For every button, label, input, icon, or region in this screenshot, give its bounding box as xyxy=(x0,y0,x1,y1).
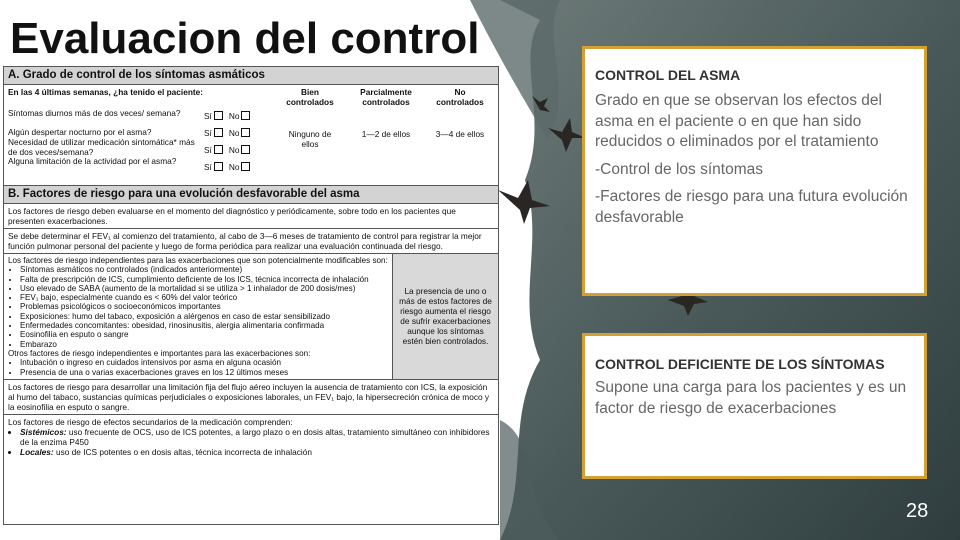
modifiable-intro: Los factores de riesgo independientes para las exacerbaciones que son potencialmente modificables son: xyxy=(8,256,388,265)
list-item: • Sistémicos: uso frecuente de OCS, uso de ICS potentes, a largo plazo o en dosis altas, tratamiento simultáneo con inhibidores de la enzima P450 xyxy=(20,427,494,447)
no-checkbox xyxy=(241,111,250,120)
card-control-line: -Factores de riesgo para una futura evolución desfavorable xyxy=(595,188,908,226)
value-controlled: Ninguno de ellos xyxy=(288,129,332,149)
list-item: • Presencia de una o varias exacerbaciones graves en los 12 últimos meses xyxy=(20,368,388,377)
list-item: • Problemas psicológicos o socioeconómicos importantes xyxy=(20,302,388,311)
section-a-prompt: En las 4 últimas semanas, ¿ha tenido el paciente: xyxy=(8,87,204,97)
list-item: • Locales: uso de ICS potentes o en dosis altas, técnica incorrecta de inhalación xyxy=(20,447,494,457)
card-deficient-heading: CONTROL DEFICIENTE DE LOS SÍNTOMAS xyxy=(595,356,885,372)
question-1: Síntomas diurnos más de dos veces/ semana? xyxy=(8,108,181,118)
list-item: • Eosinofilia en esputo o sangre xyxy=(20,330,388,339)
side-effects-block xyxy=(4,415,498,459)
section-b-para-2: Se debe determinar el FEV₁ al comienzo del tratamiento, al cabo de 3—6 meses de tratamiento de control para registrar la mejor función pulmonar personal del paciente y luego de forma periódica para realizar una evaluación continuada del riesgo. xyxy=(4,229,498,254)
yes-no-row-3: Sí No xyxy=(204,145,274,155)
section-b-header: B. Factores de riesgo para una evolución desfavorable del asma xyxy=(4,186,498,204)
card-control-deficiente xyxy=(582,333,927,479)
modifiable-list xyxy=(8,265,388,349)
section-b-para-1: Los factores de riesgo deben evaluarse en el momento del diagnóstico y periódicamente, sobre todo en los pacientes que presenten exacerbaciones. xyxy=(4,204,498,229)
other-intro: Otros factores de riesgo independientes e importantes para las exacerbaciones son: xyxy=(8,348,311,358)
risk-side-note: La presencia de uno o más de estos factores de riesgo aumenta el riesgo de sufrir exacerbaciones aunque los síntomas estén bien controlados. xyxy=(393,254,498,379)
question-2: Algún despertar nocturno por el asma? xyxy=(8,127,152,137)
card-control-line: Grado en que se observan los efectos del asma en el paciente o en que han sido reducidos o eliminados por el tratamiento xyxy=(595,92,882,150)
no-checkbox xyxy=(241,145,250,154)
side-effects-intro: Los factores de riesgo de efectos secundarios de la medicación comprenden: xyxy=(8,416,293,427)
asthma-control-table xyxy=(3,66,499,525)
list-item: • Síntomas asmáticos no controlados (indicados anteriormente) xyxy=(20,265,388,274)
card-control-heading: CONTROL DEL ASMA xyxy=(595,67,741,83)
yes-checkbox xyxy=(214,128,223,137)
card-deficient-body: Supone una carga para los pacientes y es un factor de riesgo de exacerbaciones xyxy=(595,379,907,417)
card-control-body xyxy=(595,91,914,228)
risk-factors-list xyxy=(4,254,393,379)
yes-checkbox xyxy=(214,145,223,154)
page-number: 28 xyxy=(906,500,929,522)
section-a-body xyxy=(4,85,498,186)
list-item: • Falta de prescripción de ICS, cumplimiento deficiente de los ICS, técnica incorrecta de inhalación xyxy=(20,275,388,284)
no-checkbox xyxy=(241,128,250,137)
list-item: • FEV₁ bajo, especialmente cuando es < 60% del valor teórico xyxy=(20,293,388,302)
list-item: • Embarazo xyxy=(20,340,388,349)
yes-no-row-1: Sí No xyxy=(204,111,274,121)
value-uncontrolled: 3—4 de ellos xyxy=(435,129,485,139)
list-item: • Intubación o ingreso en cuidados intensivos por asma en alguna ocasión xyxy=(20,358,388,367)
list-item: • Exposiciones: humo del tabaco, exposición a alérgenos en caso de estar sensibilizado xyxy=(20,312,388,321)
question-3: Necesidad de utilizar medicación sintomática* más de dos veces/semana? xyxy=(8,137,195,157)
no-checkbox xyxy=(241,162,250,171)
section-b-para-3: Los factores de riesgo para desarrollar una limitación fija del flujo aéreo incluyen la ausencia de tratamiento con ICS, la exposición al humo del tabaco, sustancias químicas perjudiciales o exposiciones laborales, un FEV₁ bajo, la hipersecreción crónica de moco y la eosinofilia en esputo o sangre. xyxy=(4,380,498,415)
value-partial: 1—2 de ellos xyxy=(361,129,411,139)
section-a-header: A. Grado de control de los síntomas asmáticos xyxy=(4,67,498,85)
list-item: • Enfermedades concomitantes: obesidad, rinosinusitis, alergia alimentaria confirmada xyxy=(20,321,388,330)
col-header-uncontrolled: No controlados xyxy=(436,87,484,107)
yes-checkbox xyxy=(214,162,223,171)
yes-checkbox xyxy=(214,111,223,120)
question-4: Alguna limitación de la actividad por el asma? xyxy=(8,156,177,166)
yes-no-row-2: Sí No xyxy=(204,128,274,138)
slide-title: Evaluacion del control xyxy=(10,14,480,63)
other-list xyxy=(8,358,388,377)
yes-no-row-4: Sí No xyxy=(204,162,274,172)
col-header-partial: Parcialmente controlados xyxy=(360,87,412,107)
card-control-line: -Control de los síntomas xyxy=(595,160,763,178)
card-control-del-asma xyxy=(582,46,927,296)
col-header-controlled: Bien controlados xyxy=(286,87,334,107)
list-item: • Uso elevado de SABA (aumento de la mortalidad si se utiliza > 1 inhalador de 200 dosis/mes) xyxy=(20,284,388,293)
side-effects-list xyxy=(8,427,494,457)
risk-factors-block xyxy=(4,254,498,380)
